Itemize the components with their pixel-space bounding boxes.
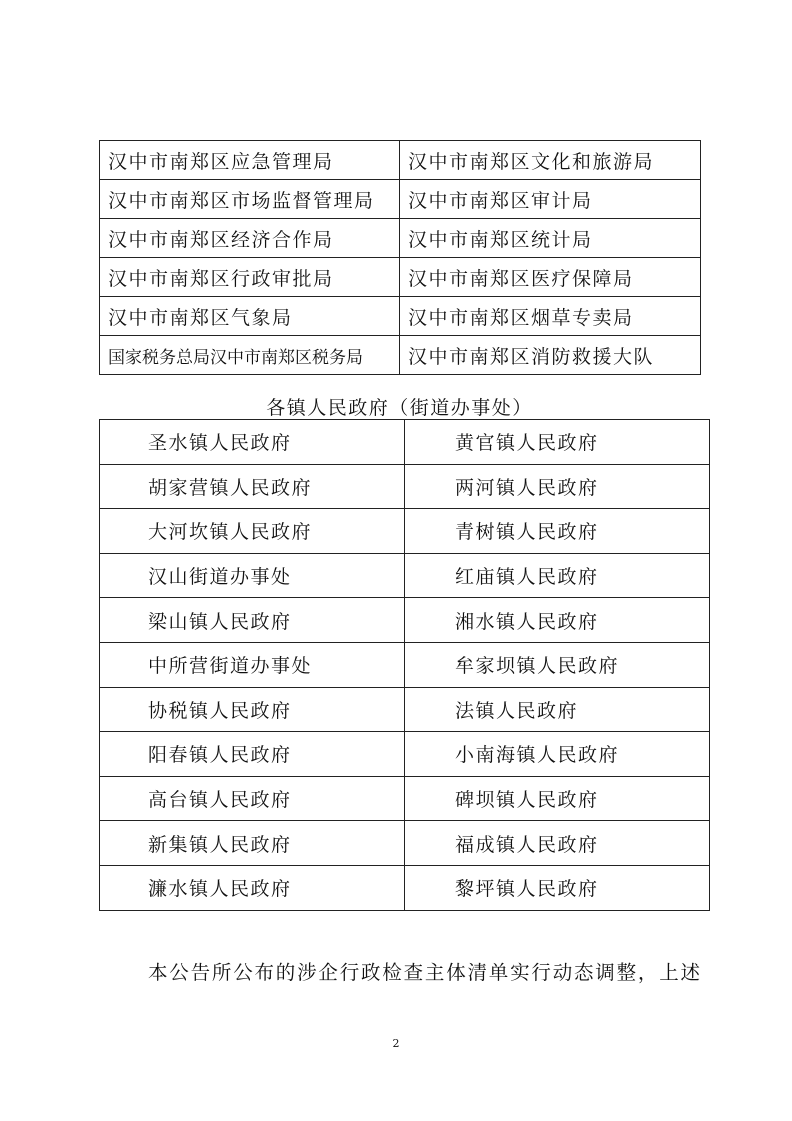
table-row	[100, 219, 701, 258]
table-cell: 黎坪镇人民政府	[405, 865, 710, 910]
table-row	[100, 598, 710, 643]
table-cell: 汉中市南郑区气象局	[100, 297, 400, 336]
table-row	[100, 687, 710, 732]
table-cell: 汉中市南郑区应急管理局	[100, 141, 400, 180]
table-row	[100, 732, 710, 777]
table-row	[100, 865, 710, 910]
table-row	[100, 553, 710, 598]
table-cell: 汉中市南郑区统计局	[400, 219, 701, 258]
table-cell: 中所营街道办事处	[100, 642, 405, 687]
section-title: 各镇人民政府（街道办事处）	[266, 397, 533, 419]
table-row	[100, 821, 710, 866]
table-cell: 胡家营镇人民政府	[100, 464, 405, 509]
table-row	[100, 258, 701, 297]
table-cell: 汉中市南郑区消防救援大队	[400, 336, 701, 375]
table-row	[100, 336, 701, 375]
table-cell: 高台镇人民政府	[100, 776, 405, 821]
table-cell: 阳春镇人民政府	[100, 732, 405, 777]
table-cell: 汉山街道办事处	[100, 553, 405, 598]
table-cell: 小南海镇人民政府	[405, 732, 710, 777]
table-row	[100, 420, 710, 465]
table-cell: 法镇人民政府	[405, 687, 710, 732]
table-row	[100, 464, 710, 509]
table-row	[100, 297, 701, 336]
table-cell: 汉中市南郑区审计局	[400, 180, 701, 219]
table-cell: 黄官镇人民政府	[405, 420, 710, 465]
table-cell: 福成镇人民政府	[405, 821, 710, 866]
table-cell: 汉中市南郑区文化和旅游局	[400, 141, 701, 180]
body-paragraph: 本公告所公布的涉企行政检查主体清单实行动态调整，上述	[148, 961, 702, 984]
table-cell: 汉中市南郑区医疗保障局	[400, 258, 701, 297]
table-cell: 国家税务总局汉中市南郑区税务局	[100, 336, 400, 375]
table-row	[100, 776, 710, 821]
table-cell: 梁山镇人民政府	[100, 598, 405, 643]
table-cell: 新集镇人民政府	[100, 821, 405, 866]
table-row	[100, 509, 710, 554]
table-cell: 牟家坝镇人民政府	[405, 642, 710, 687]
table-cell: 汉中市南郑区市场监督管理局	[100, 180, 400, 219]
table-cell: 青树镇人民政府	[405, 509, 710, 554]
table-row	[100, 180, 701, 219]
table-cell: 濂水镇人民政府	[100, 865, 405, 910]
table-cell: 大河坎镇人民政府	[100, 509, 405, 554]
table-cell: 汉中市南郑区烟草专卖局	[400, 297, 701, 336]
page-number: 2	[392, 1037, 400, 1050]
towns-table	[99, 419, 710, 911]
table-cell: 湘水镇人民政府	[405, 598, 710, 643]
table-row	[100, 141, 701, 180]
table-cell: 汉中市南郑区行政审批局	[100, 258, 400, 297]
departments-table	[99, 140, 701, 375]
table-cell: 圣水镇人民政府	[100, 420, 405, 465]
table-cell: 碑坝镇人民政府	[405, 776, 710, 821]
table-cell: 协税镇人民政府	[100, 687, 405, 732]
table-cell: 红庙镇人民政府	[405, 553, 710, 598]
table-cell: 两河镇人民政府	[405, 464, 710, 509]
table-cell: 汉中市南郑区经济合作局	[100, 219, 400, 258]
table-row	[100, 642, 710, 687]
